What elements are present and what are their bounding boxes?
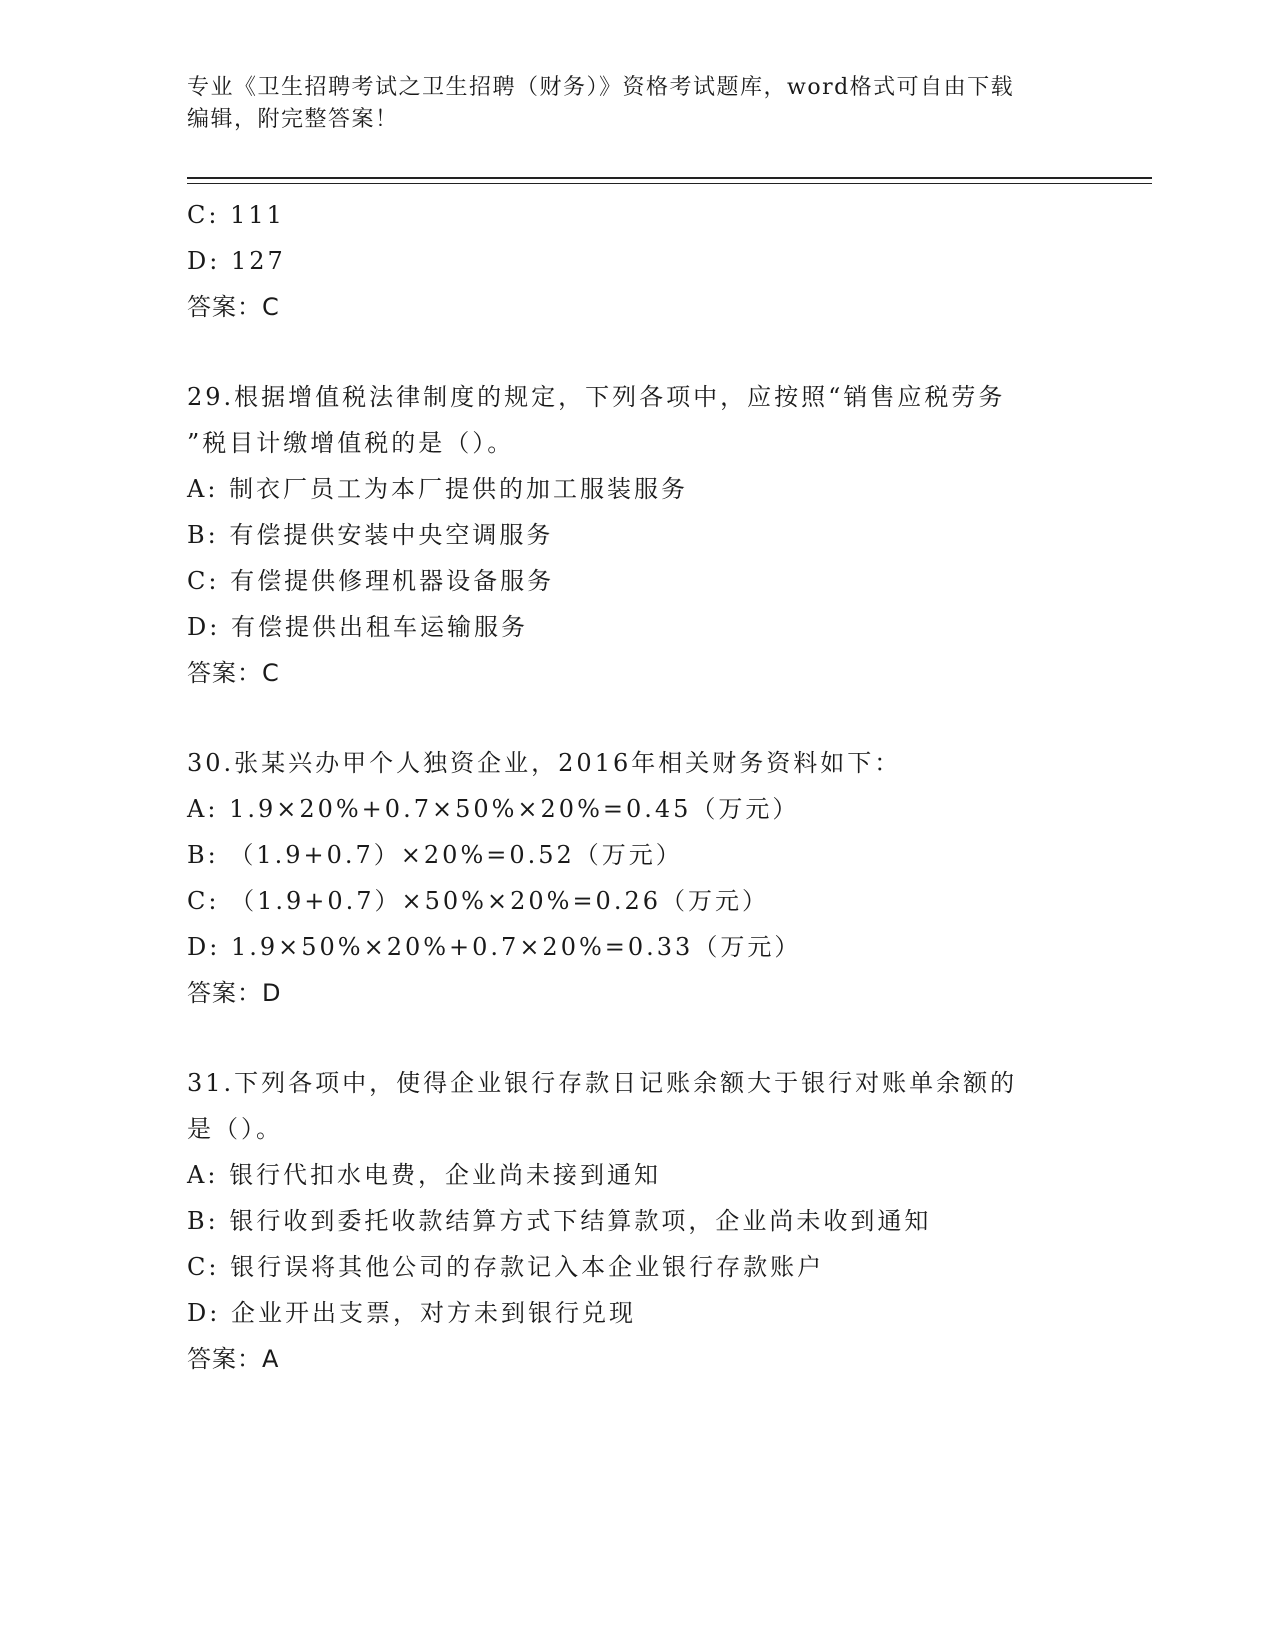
spacer bbox=[187, 696, 1117, 740]
option-letter: D bbox=[187, 613, 210, 641]
answer-line bbox=[187, 650, 1117, 696]
spacer bbox=[187, 330, 1117, 374]
option-d bbox=[187, 238, 1117, 284]
option-letter: D bbox=[187, 247, 210, 275]
answer-line bbox=[187, 284, 1117, 330]
option-separator: : bbox=[208, 567, 231, 595]
option-text: 制衣厂员工为本厂提供的加工服装服务 bbox=[229, 475, 689, 503]
option-text: （1.9+0.7）×20%=0.52（万元） bbox=[229, 841, 683, 869]
question-stem-line-2: ”税目计缴增值税的是（）。 bbox=[187, 429, 515, 457]
option-separator: : bbox=[209, 247, 231, 275]
option-separator: : bbox=[207, 475, 230, 503]
option-separator: : bbox=[208, 201, 231, 229]
option-d bbox=[187, 1290, 1117, 1336]
option-letter: B bbox=[187, 841, 208, 869]
option-text: 银行收到委托收款结算方式下结算款项，企业尚未收到通知 bbox=[229, 1207, 932, 1235]
option-letter: B bbox=[187, 521, 208, 549]
document-header bbox=[187, 72, 1087, 136]
option-letter: C bbox=[187, 201, 209, 229]
option-separator: : bbox=[209, 933, 231, 961]
option-separator: : bbox=[207, 1207, 230, 1235]
option-text: 111 bbox=[230, 201, 285, 229]
answer-value: C bbox=[262, 293, 280, 321]
option-separator: : bbox=[207, 521, 230, 549]
question-previous bbox=[187, 192, 1117, 330]
option-c bbox=[187, 558, 1117, 604]
option-text: 有偿提供安装中央空调服务 bbox=[229, 521, 554, 549]
option-separator: : bbox=[209, 613, 231, 641]
option-separator: : bbox=[209, 1299, 231, 1327]
question-stem-line-1: 31.下列各项中，使得企业银行存款日记账余额大于银行对账单余额的 bbox=[187, 1069, 1018, 1097]
option-d bbox=[187, 604, 1117, 650]
answer-label: 答案： bbox=[187, 659, 262, 687]
option-letter: A bbox=[187, 475, 208, 503]
answer-value: D bbox=[262, 979, 282, 1007]
option-letter: C bbox=[187, 567, 209, 595]
option-letter: D bbox=[187, 933, 210, 961]
answer-line bbox=[187, 970, 1117, 1016]
answer-line bbox=[187, 1336, 1117, 1382]
option-letter: B bbox=[187, 1207, 208, 1235]
question-stem-line-1: 30.张某兴办甲个人独资企业，2016年相关财务资料如下： bbox=[187, 749, 902, 777]
option-a bbox=[187, 786, 1117, 832]
option-b bbox=[187, 832, 1117, 878]
option-separator: : bbox=[208, 1253, 231, 1281]
header-rule-thin bbox=[187, 183, 1152, 184]
header-rule-thick bbox=[187, 177, 1152, 179]
question-list bbox=[187, 192, 1117, 1382]
option-separator: : bbox=[207, 795, 230, 823]
option-d bbox=[187, 924, 1117, 970]
answer-label: 答案： bbox=[187, 979, 262, 1007]
option-letter: A bbox=[187, 1161, 208, 1189]
answer-label: 答案： bbox=[187, 293, 262, 321]
option-b bbox=[187, 1198, 1117, 1244]
question-31 bbox=[187, 1060, 1117, 1382]
option-c bbox=[187, 878, 1117, 924]
question-stem-line-1: 29.根据增值税法律制度的规定，下列各项中，应按照“销售应税劳务 bbox=[187, 383, 1006, 411]
question-30 bbox=[187, 740, 1117, 1016]
option-a bbox=[187, 1152, 1117, 1198]
header-line-1: 专业《卫生招聘考试之卫生招聘（财务）》资格考试题库，word格式可自由下载 bbox=[187, 75, 1015, 100]
option-c bbox=[187, 192, 1117, 238]
question-stem-line-2: 是（）。 bbox=[187, 1115, 283, 1143]
option-text: 1.9×20%+0.7×50%×20%=0.45（万元） bbox=[229, 795, 800, 823]
option-letter: C bbox=[187, 1253, 209, 1281]
option-separator: : bbox=[207, 841, 230, 869]
answer-label: 答案： bbox=[187, 1345, 262, 1373]
option-text: 127 bbox=[230, 247, 286, 275]
answer-value: C bbox=[262, 659, 280, 687]
option-text: 1.9×50%×20%+0.7×20%=0.33（万元） bbox=[230, 933, 802, 961]
answer-value: A bbox=[262, 1345, 280, 1373]
option-letter: D bbox=[187, 1299, 210, 1327]
option-text: 有偿提供出租车运输服务 bbox=[230, 613, 528, 641]
option-text: 企业开出支票，对方未到银行兑现 bbox=[230, 1299, 636, 1327]
header-line-2: 编辑，附完整答案！ bbox=[187, 107, 399, 132]
option-separator: : bbox=[207, 1161, 230, 1189]
spacer bbox=[187, 1016, 1117, 1060]
option-letter: C bbox=[187, 887, 209, 915]
option-text: 银行代扣水电费，企业尚未接到通知 bbox=[229, 1161, 662, 1189]
option-b bbox=[187, 512, 1117, 558]
option-a bbox=[187, 466, 1117, 512]
option-text: 有偿提供修理机器设备服务 bbox=[230, 567, 555, 595]
option-c bbox=[187, 1244, 1117, 1290]
option-text: （1.9+0.7）×50%×20%=0.26（万元） bbox=[230, 887, 769, 915]
question-29 bbox=[187, 374, 1117, 696]
option-letter: A bbox=[187, 795, 208, 823]
option-text: 银行误将其他公司的存款记入本企业银行存款账户 bbox=[230, 1253, 825, 1281]
option-separator: : bbox=[208, 887, 231, 915]
